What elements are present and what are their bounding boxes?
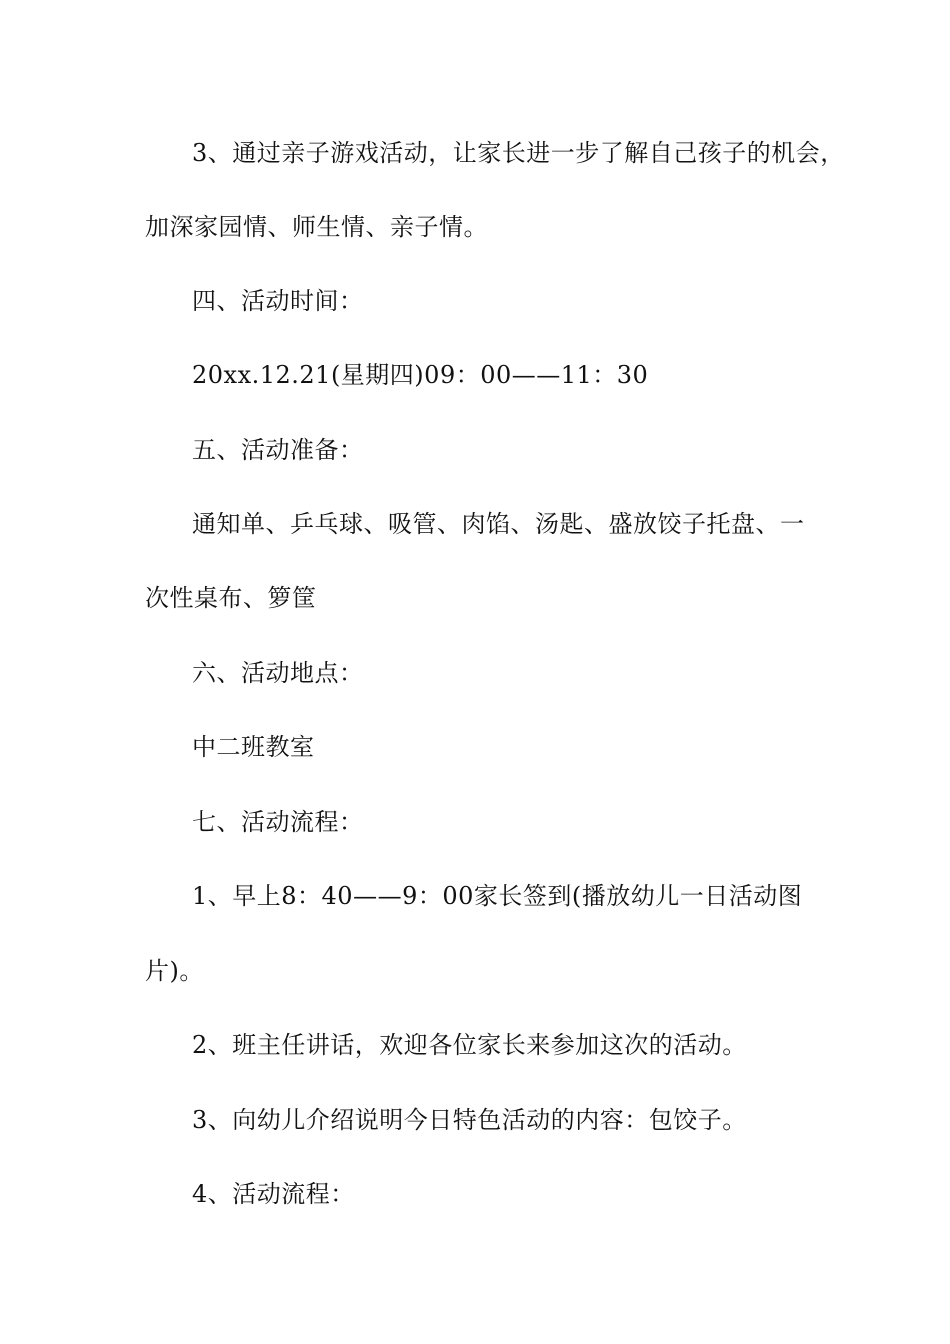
paragraph-line: 次性桌布、箩筐 — [145, 584, 317, 612]
paragraph-line: 加深家园情、师生情、亲子情。 — [145, 213, 488, 241]
paragraph-line: 通知单、乒乓球、吸管、肉馅、汤匙、盛放饺子托盘、一 — [192, 510, 805, 538]
paragraph-line: 中二班教室 — [192, 733, 315, 761]
section-heading: 五、活动准备： — [192, 436, 364, 464]
section-heading: 4、活动流程： — [192, 1180, 355, 1208]
paragraph-line: 片)。 — [145, 957, 204, 985]
paragraph-line: 20xx.12.21(星期四)09：00——11：30 — [192, 361, 649, 389]
section-heading: 六、活动地点： — [192, 659, 364, 687]
paragraph-line: 2、班主任讲话，欢迎各位家长来参加这次的活动。 — [192, 1031, 747, 1059]
paragraph-line: 3、向幼儿介绍说明今日特色活动的内容：包饺子。 — [192, 1106, 747, 1134]
paragraph-line: 1、早上8：40——9：00家长签到(播放幼儿一日活动图 — [192, 882, 803, 910]
section-heading: 四、活动时间： — [192, 287, 364, 315]
section-heading: 七、活动流程： — [192, 808, 364, 836]
paragraph-line: 3、通过亲子游戏活动，让家长进一步了解自己孩子的机会， — [192, 139, 845, 167]
